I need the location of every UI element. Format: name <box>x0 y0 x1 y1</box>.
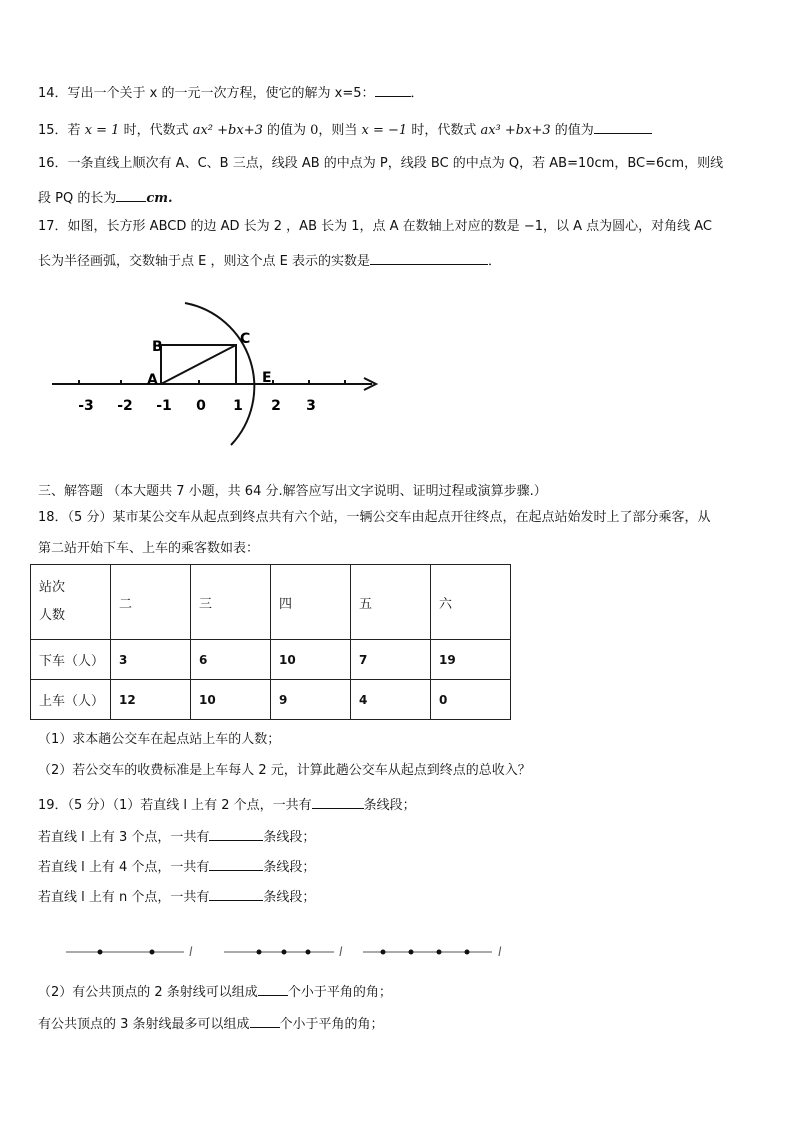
table-row <box>31 680 511 720</box>
tick-label: -3 <box>78 398 94 414</box>
q19-blank-3[interactable] <box>209 856 263 871</box>
q19-sub2-suffix-2: 个小于平角的角； <box>279 1017 384 1032</box>
q16-text-1: 16．一条直线上顺次有 A、C、B 三点，线段 AB 的中点为 P，线段 BC 的中点为 Q，若 AB=10cm，BC=6cm，则线 <box>38 156 724 171</box>
q19-blank-4[interactable] <box>209 886 263 901</box>
line-label: l <box>498 945 502 959</box>
q18-text-1: 18．（5 分）某市某公交车从起点到终点共有六个站，一辆公交车由起点开往终点，在起点站始发时上了部分乘客，从 <box>38 510 711 525</box>
table-header-cell: 六 <box>431 565 511 640</box>
table-row <box>31 640 511 680</box>
corner-bottom-label: 人数 <box>39 608 66 623</box>
point <box>306 950 311 955</box>
question-16-line-1 <box>38 155 723 173</box>
q15-text-2: 时，代数式 <box>119 123 193 138</box>
table-header-cell: 二 <box>111 565 191 640</box>
arc <box>185 303 254 445</box>
q19-text-1: 19．（5 分）（1）若直线 l 上有 2 个点，一共有 <box>38 798 312 813</box>
table-cell: 10 <box>271 640 351 680</box>
question-14 <box>38 82 424 103</box>
question-15 <box>38 119 652 140</box>
table-header-cell: 三 <box>191 565 271 640</box>
question-19-line-3 <box>38 856 315 877</box>
row-label: 上车（人） <box>31 680 111 720</box>
question-18-sub-1 <box>38 731 280 749</box>
q19-blank-2[interactable] <box>209 826 263 841</box>
q15-text-6: 的值为 <box>550 123 594 138</box>
q19-suffix-3: 条线段； <box>263 860 316 875</box>
q15-text-1: 15．若 <box>38 123 85 138</box>
number-line-figure <box>40 295 390 455</box>
q15-math-1: x = 1 <box>84 123 120 138</box>
tick-label: 3 <box>306 398 316 414</box>
diagonal-ac <box>161 345 236 384</box>
table-cell: 10 <box>191 680 271 720</box>
q19-text-4: 若直线 l 上有 n 个点，一共有 <box>38 890 210 905</box>
axis-tick-labels <box>78 398 316 414</box>
q19-suffix-2: 条线段； <box>263 830 316 845</box>
q17-answer-blank[interactable] <box>370 250 488 265</box>
q19-sub2-blank-1[interactable] <box>258 981 288 996</box>
tick-label: 0 <box>196 398 206 414</box>
question-17-line-1 <box>38 218 712 236</box>
point <box>437 950 442 955</box>
tick-label: -2 <box>117 398 133 414</box>
tick-label: -1 <box>156 398 172 414</box>
table-cell: 4 <box>351 680 431 720</box>
q19-blank-1[interactable] <box>312 794 364 809</box>
table-header-row <box>31 565 511 640</box>
point <box>381 950 386 955</box>
point <box>282 950 287 955</box>
q19-sub2-text-2: 有公共顶点的 3 条射线最多可以组成 <box>38 1017 250 1032</box>
q17-end: ． <box>487 254 501 269</box>
q15-text-4: ，则当 <box>318 123 362 138</box>
q18-sub2-text: （2）若公交车的收费标准是上车每人 2 元，计算此趟公交车从起点到终点的总收入？ <box>38 763 531 778</box>
section-3-text: 三、解答题 （本大题共 7 小题，共 64 分.解答应写出文字说明、证明过程或演算步骤.） <box>38 484 547 499</box>
q17-text-2: 长为半径画弧，交数轴于点 E ，则这个点 E 表示的实数是 <box>38 254 370 269</box>
table-cell: 7 <box>351 640 431 680</box>
table-corner-cell <box>31 565 111 640</box>
question-19-line-2 <box>38 826 315 847</box>
question-19-sub-2-line-1 <box>38 981 392 1002</box>
table-cell: 9 <box>271 680 351 720</box>
table-cell: 3 <box>111 640 191 680</box>
q14-end: ． <box>410 86 424 101</box>
question-18-line-1 <box>38 509 710 527</box>
corner-top-label: 站次 <box>39 580 66 595</box>
q19-text-2: 若直线 l 上有 3 个点，一共有 <box>38 830 210 845</box>
label-b: B <box>152 339 163 355</box>
label-e: E <box>262 370 272 386</box>
point <box>150 950 155 955</box>
passenger-table <box>30 564 511 720</box>
question-19-line-1 <box>38 794 416 815</box>
q19-sub2-text-1: （2）有公共顶点的 2 条射线可以组成 <box>38 985 258 1000</box>
q14-text: 14．写出一个关于 x 的一元一次方程，使它的解为 x=5： <box>38 86 375 101</box>
q15-text-3: 的值为 <box>262 123 311 138</box>
q15-math-2: ax² +bx+3 <box>192 123 263 138</box>
q16-text-2: 段 PQ 的长为 <box>38 191 117 206</box>
q14-answer-blank[interactable] <box>375 82 411 97</box>
point <box>465 950 470 955</box>
question-18-line-2 <box>38 540 259 558</box>
q17-text-1: 17．如图，长方形 ABCD 的边 AD 长为 2 ，AB 长为 1，点 A 在数轴上对应的数是 −1，以 A 点为圆心，对角线 AC <box>38 219 713 234</box>
q15-math-5: ax³ +bx+3 <box>480 123 551 138</box>
q15-math-3: 0 <box>310 123 319 138</box>
row-label: 下车（人） <box>31 640 111 680</box>
q15-math-4: x = −1 <box>361 123 408 138</box>
question-19-sub-2-line-2 <box>38 1013 384 1034</box>
q16-unit: cm. <box>146 191 173 206</box>
q15-text-5: 时，代数式 <box>407 123 481 138</box>
point <box>409 950 414 955</box>
question-19-line-4 <box>38 886 315 907</box>
question-17-line-2 <box>38 250 501 271</box>
points-on-line-figures <box>60 940 520 964</box>
q15-answer-blank[interactable] <box>594 119 652 134</box>
section-3-heading <box>38 483 547 501</box>
line-label: l <box>339 945 343 959</box>
point <box>257 950 262 955</box>
tick-label: 2 <box>271 398 281 414</box>
q19-suffix-4: 条线段； <box>263 890 316 905</box>
label-c: C <box>240 331 251 347</box>
table-header-cell: 四 <box>271 565 351 640</box>
table-cell: 0 <box>431 680 511 720</box>
q18-text-2: 第二站开始下车、上车的乘客数如表： <box>38 541 260 556</box>
q19-sub2-suffix-1: 个小于平角的角； <box>287 985 392 1000</box>
q19-text-3: 若直线 l 上有 4 个点，一共有 <box>38 860 210 875</box>
q19-suffix-1: 条线段； <box>363 798 416 813</box>
q19-sub2-blank-2[interactable] <box>250 1013 280 1028</box>
table-cell: 19 <box>431 640 511 680</box>
question-16-line-2 <box>38 187 173 208</box>
q18-sub1-text: （1）求本趟公交车在起点站上车的人数； <box>38 732 281 747</box>
tick-label: 1 <box>233 398 243 414</box>
point <box>98 950 103 955</box>
table-cell: 12 <box>111 680 191 720</box>
line-label: l <box>189 945 193 959</box>
table-cell: 6 <box>191 640 271 680</box>
q16-answer-blank[interactable] <box>116 187 146 202</box>
table-header-cell: 五 <box>351 565 431 640</box>
label-a: A <box>147 372 158 388</box>
question-18-sub-2 <box>38 762 531 780</box>
